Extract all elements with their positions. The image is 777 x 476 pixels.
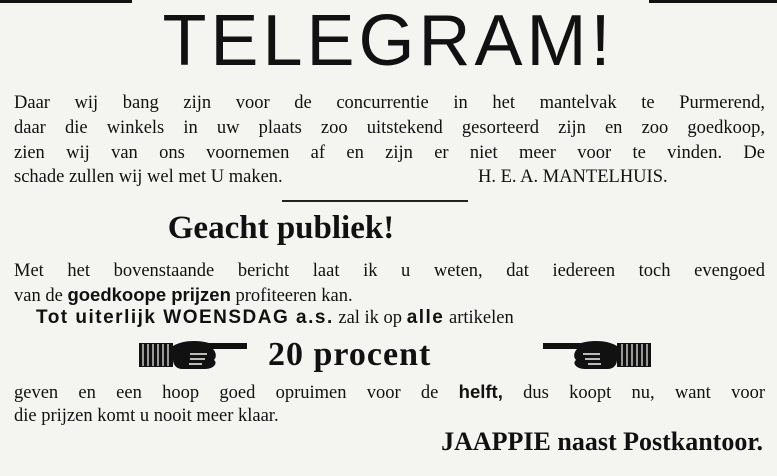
pointing-hand-right-icon	[137, 338, 249, 372]
deadline-end: artikelen	[449, 308, 514, 328]
mantelhuis-signature: H. E. A. MANTELHUIS.	[478, 167, 668, 187]
message-line-2: daar die winkels in uw plaats zoo uitstekend gesorteerd zijn en zoo goedkoop,	[14, 118, 765, 138]
message-line-4: schade zullen wij wel met U maken.	[14, 167, 283, 187]
final-line-2: die prijzen komt u nooit meer klaar.	[14, 406, 279, 426]
final-line-1	[14, 381, 765, 404]
store-signature: JAAPPIE naast Postkantoor.	[441, 427, 763, 456]
body-line-2	[14, 284, 353, 307]
section-divider	[282, 200, 468, 202]
final-line-1-prefix: geven en een hoop goed opruimen voor de	[14, 383, 439, 403]
deadline-line	[36, 307, 514, 329]
half-price-emphasis: helft,	[458, 381, 503, 402]
public-greeting: Geacht publiek!	[167, 210, 395, 246]
body-line-2-prefix: van de	[14, 286, 63, 306]
cheap-prices-emphasis: goedkoope prijzen	[67, 284, 231, 305]
telegram-title: TELEGRAM!	[162, 1, 615, 81]
message-line-3: zien wij van ons voornemen af en zijn er niet meer voor te vinden. De	[14, 143, 765, 163]
deadline-emphasis: Tot uiterlijk WOENSDAG a.s.	[36, 307, 334, 328]
all-items-emphasis: alle	[406, 307, 445, 328]
body-line-1: Met het bovenstaande bericht laat ik u weten, dat iedereen toch evengoed	[14, 261, 765, 281]
pointing-hand-left-icon	[541, 338, 653, 372]
message-line-1: Daar wij bang zijn voor de concurrentie in het mantelvak te Purmerend,	[14, 93, 765, 113]
body-line-2-suffix: profiteeren kan.	[235, 286, 353, 306]
final-line-1-suffix: dus koopt nu, want voor	[523, 383, 765, 403]
deadline-middle: zal ik op	[338, 308, 403, 328]
discount-amount: 20 procent	[268, 336, 432, 373]
